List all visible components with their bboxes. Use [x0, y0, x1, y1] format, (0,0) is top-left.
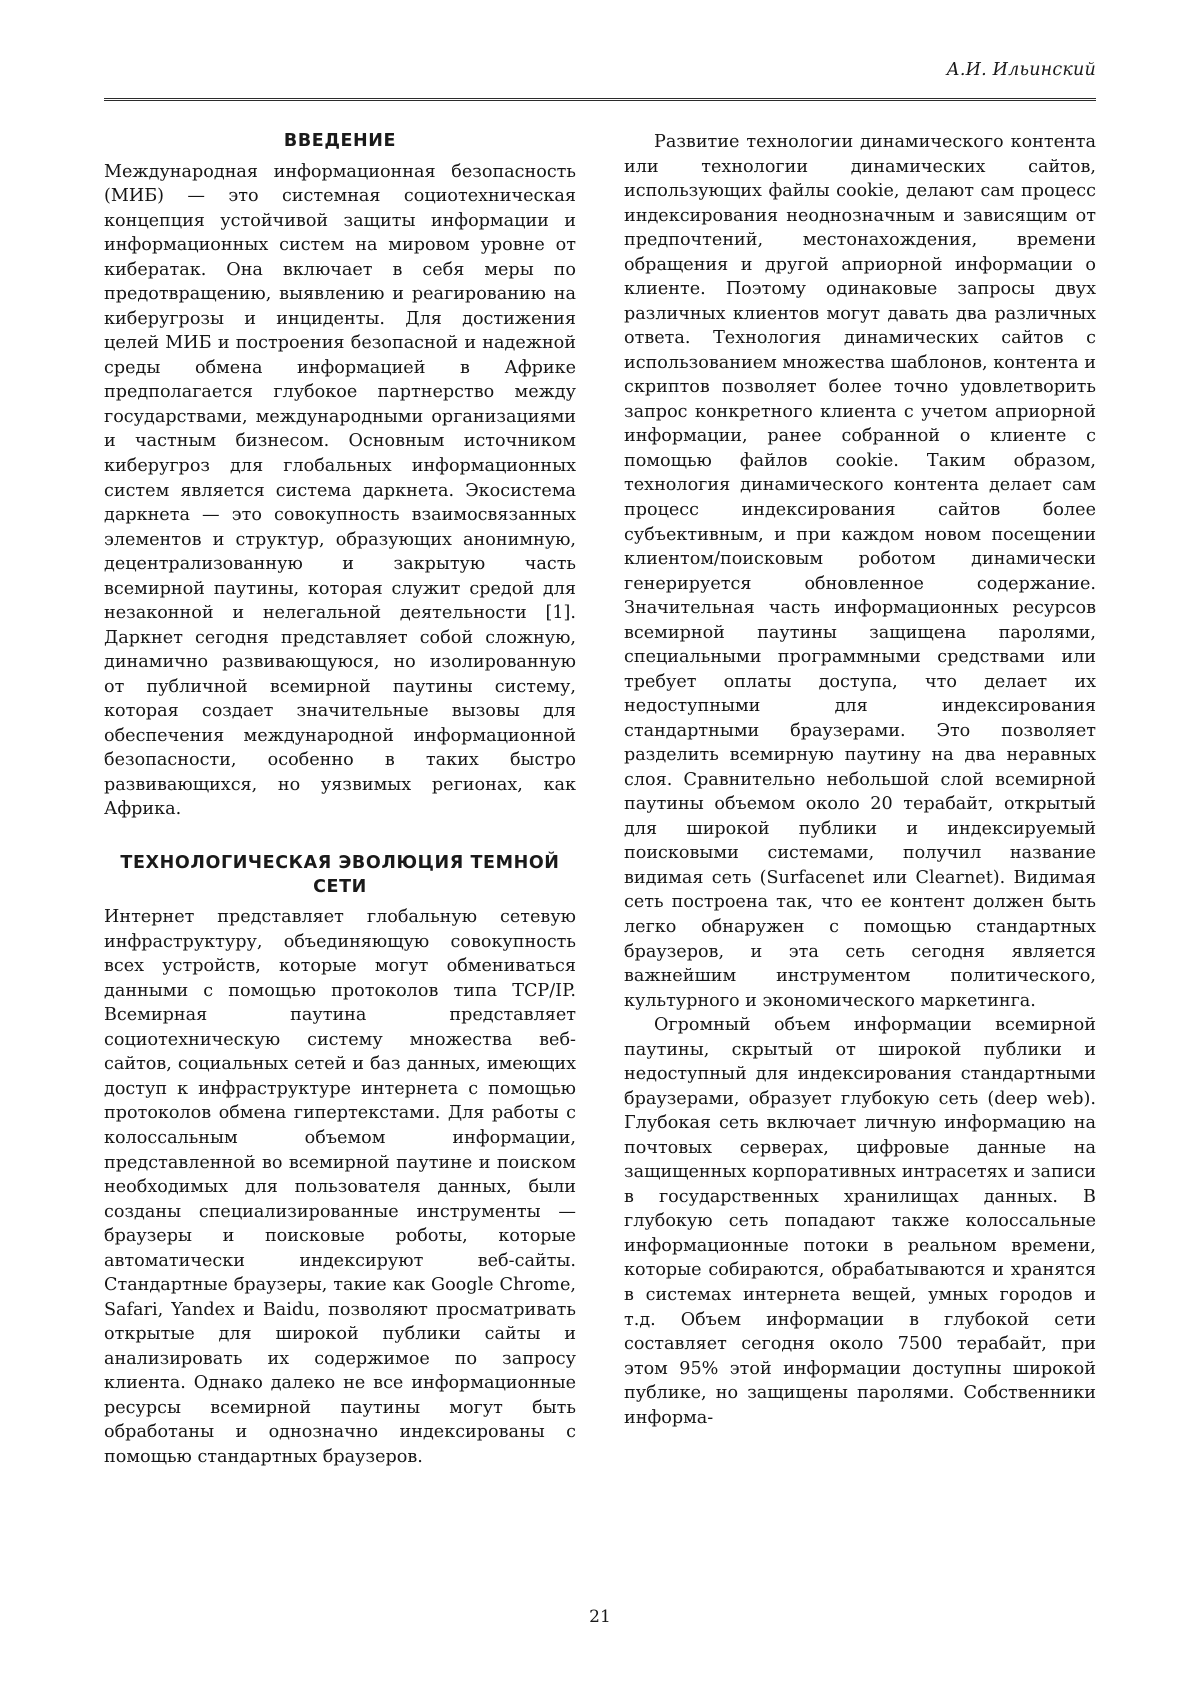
section-heading-introduction: ВВЕДЕНИЕ	[283, 131, 397, 151]
left-column	[104, 130, 576, 1469]
paragraph-technological-evolution: Интернет представляет глобальную сетевую инфраструктуру, объединяющую совокупность всех устройств, которые могут обмениваться данными с помощью протоколов типа TCP/IP. Всемирная паутина представляет социотехническую систему множества веб-сайтов, социальных сетей и баз данных, имеющих доступ к инфраструктуре интернета с помощью протоколов обмена гипертекстами. Для работы с колоссальным объемом информации, представленной во всемирной паутине и поиском необходимых для пользователя данных, были созданы специализированные инструменты — браузеры и поисковые роботы, которые автоматически индексируют веб-сайты. Стандартные браузеры, такие как Google Chrome, Safari, Yandex и Baidu, позволяют просматривать открытые для широкой публики сайты и анализировать их содержимое по запросу клиента. Однако далеко не все информационные ресурсы всемирной паутины могут быть обработаны и однозначно индексированы с помощью стандартных браузеров.	[104, 907, 576, 1467]
header-divider-rule	[104, 98, 1096, 101]
right-column	[624, 130, 1096, 1469]
running-head: А.И. Ильинский	[946, 60, 1096, 80]
paragraph-introduction: Международная информационная безопасность (МИБ) — это системная социотехническая концепция устойчивой защиты информации и информационных систем на мировом уровне от кибератак. Она включает в себя меры по предотвращению, выявлению и реагированию на киберугрозы и инциденты. Для достижения целей МИБ и построения безопасной и надежной среды обмена информацией в Африке предполагается глубокое партнерство между государствами, международными организациями и частным бизнесом. Основным источником киберугроз для глобальных информационных систем является система даркнета. Экосистема даркнета — это совокупность взаимосвязанных элементов и структур, образующих анонимную, децентрализованную и закрытую часть всемирной паутины, которая служит средой для незаконной и нелегальной деятельности [1]. Даркнет сегодня представляет собой сложную, динамично развивающуюся, но изолированную от публичной всемирной паутины систему, которая создает значительные вызовы для обеспечения международной информационной безопасности, особенно в таких быстро развивающихся, но уязвимых регионах, как Африка.	[104, 161, 576, 820]
page-number: 21	[589, 1607, 611, 1627]
paragraph-dynamic-content: Развитие технологии динамического контента или технологии динамических сайтов, использующих файлы cookie, делают сам процесс индексирования неоднозначным и зависящим от предпочтений, местонахождения, времени обращения и другой априорной информации о клиенте. Поэтому одинаковые запросы двух различных клиентов могут давать два различных ответа. Технология динамических сайтов с использованием множества шаблонов, контента и скриптов позволяет более точно удовлетворить запрос конкретного клиента с учетом априорной информации, ранее собранной о клиенте с помощью файлов cookie. Таким образом, технология динамического контента делает сам процесс индексирования сайтов более субъективным, и при каждом новом посещении клиентом/поисковым роботом динамически генерируется обновленное содержание. Значительная часть информационных ресурсов всемирной паутины защищена паролями, специальными программными средствами или требует оплаты доступа, что делает их недоступными для индексирования стандартными браузерами. Это позволяет разделить всемирную паутину на два неравных слоя. Сравнительно небольшой слой всемирной паутины объемом около 20 терабайт, открытый для широкой публики и индексируемый поисковыми системами, получил название видимая сеть (Surfacenet или Clearnet). Видимая сеть построена так, что ее контент должен быть легко обнаружен с помощью стандартных браузеров, и эта сеть сегодня является важнейшим инструментом политического, культурного и экономического маркетинга.	[624, 132, 1096, 1011]
two-column-body	[104, 130, 1096, 1469]
paragraph-deep-web: Огромный объем информации всемирной паутины, скрытый от широкой публики и недоступный для индексирования стандартными браузерами, образует глубокую сеть (deep web). Глубокая сеть включает личную информацию на почтовых серверах, цифровые данные на защищенных корпоративных интрасетях и записи в государственных хранилищах данных. В глубокую сеть попадают также колоссальные информационные потоки в реальном времени, которые собираются, обрабатываются и хранятся в системах интернета вещей, умных городов и т.д. Объем информации в глубокой сети составляет сегодня около 7500 терабайт, при этом 95% этой информации доступны широкой публике, но защищены паролями. Собственники информа-	[624, 1015, 1096, 1428]
section-heading-technological-evolution: ТЕХНОЛОГИЧЕСКАЯ ЭВОЛЮЦИЯ ТЕМНОЙ СЕТИ	[120, 852, 560, 897]
